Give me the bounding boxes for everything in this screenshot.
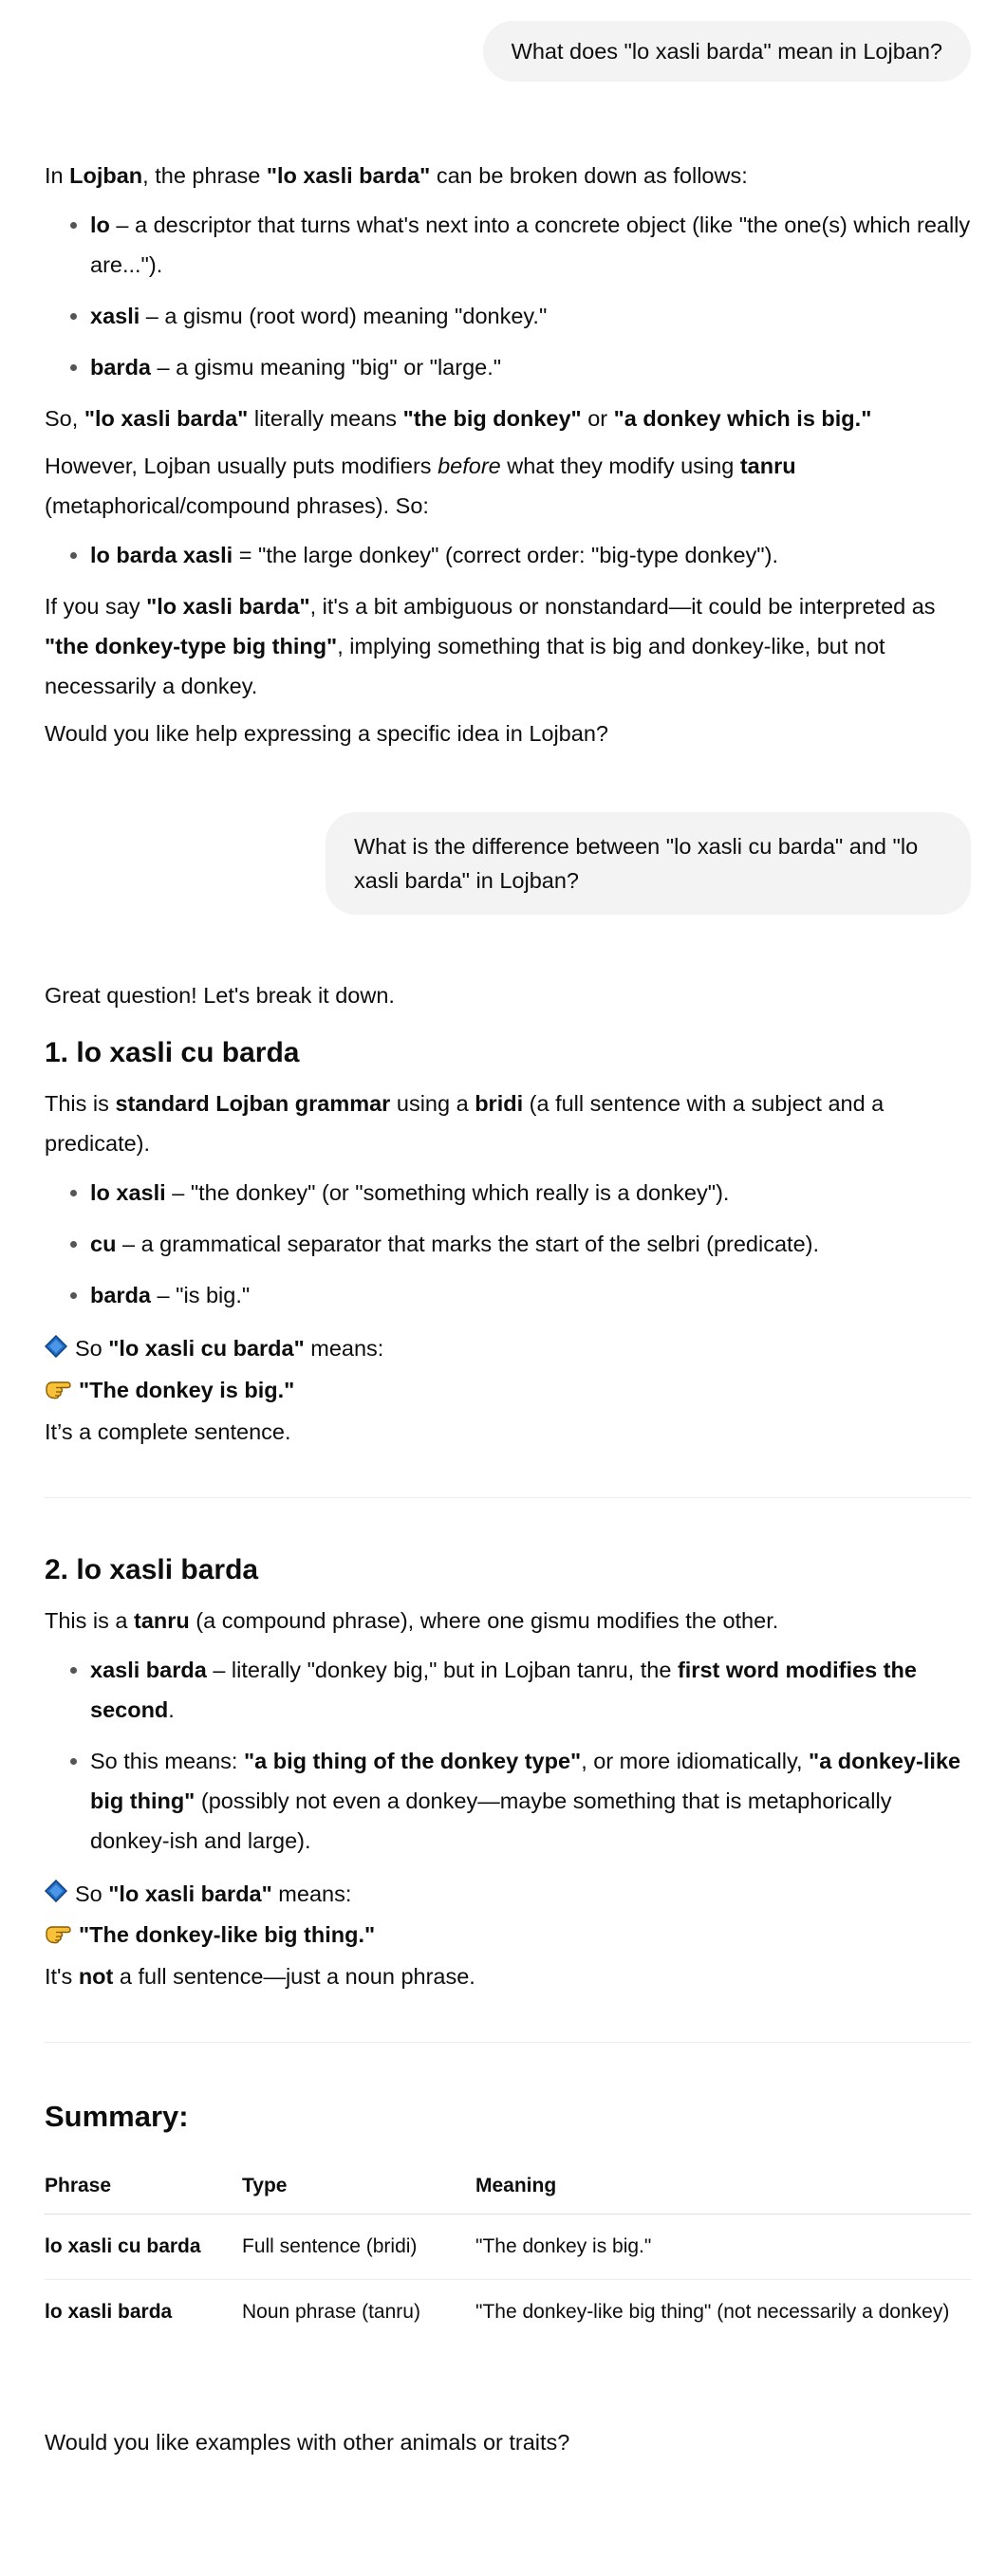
answer1-intro: In Lojban, the phrase "lo xasli barda" can be broken down as follows:	[45, 163, 748, 188]
list-item: • cu – a grammatical separator that marks the start of the selbri (predicate).	[90, 1224, 971, 1264]
section2-note: It's not a full sentence—just a noun phrase.	[45, 1964, 475, 1990]
blue-diamond-icon	[45, 1875, 67, 1915]
answer1-literal: So, "lo xasli barda" literally means "the big donkey" or "a donkey which is big."	[45, 406, 872, 431]
table-cell-type: Noun phrase (tanru)	[242, 2301, 420, 2324]
section2-meaning-line: "The donkey-like big thing."	[45, 1915, 971, 1956]
summary-table	[45, 2166, 971, 2344]
table-row	[45, 2280, 971, 2345]
table-cell-phrase: lo xasli barda	[45, 2301, 173, 2324]
assistant-message-2	[45, 975, 971, 2462]
chat-transcript	[45, 0, 971, 2462]
summary-heading: Summary:	[45, 2100, 189, 2134]
pointing-hand-icon	[45, 1372, 71, 1412]
table-cell-type: Full sentence (bridi)	[242, 2215, 475, 2280]
list-item: • xasli – a gismu (root word) meaning "donkey."	[90, 296, 971, 336]
answer2-closing: Would you like examples with other animals or traits?	[45, 2430, 570, 2456]
blue-diamond-icon	[45, 1330, 67, 1370]
list-item: • lo barda xasli = "the large donkey" (correct order: "big-type donkey").	[90, 535, 971, 575]
column-header-meaning: Meaning	[475, 2166, 971, 2215]
user-message-2: What is the difference between "lo xasli cu barda" and "lo xasli barda" in Lojban?	[326, 812, 971, 915]
section1-meaning-line: "The donkey is big."	[45, 1370, 971, 1412]
section1-list	[45, 1173, 971, 1315]
list-item: • So this means: "a big thing of the donkey type", or more idiomatically, "a donkey-like big thing" (possibly not even a donkey—maybe something that is metaphorically donkey-ish and large).	[90, 1741, 971, 1861]
section1-so-line: So "lo xasli cu barda" means:	[45, 1328, 971, 1370]
section-heading-2: 2. lo xasli barda	[45, 1553, 259, 1585]
table-header-row	[45, 2166, 971, 2215]
section2-description: This is a tanru (a compound phrase), where one gismu modifies the other.	[45, 1607, 779, 1633]
section2-so-line: So "lo xasli barda" means:	[45, 1874, 971, 1916]
list-item: • barda – "is big."	[90, 1275, 971, 1315]
column-header-type: Type	[242, 2166, 475, 2215]
user-message-1: What does "lo xasli barda" mean in Lojban?	[483, 21, 971, 82]
divider	[45, 1497, 971, 1498]
assistant-message-1	[45, 156, 971, 753]
section1-description: This is standard Lojban grammar using a bridi (a full sentence with a subject and a predicate).	[45, 1091, 885, 1156]
section2-list	[45, 1650, 971, 1861]
table-cell-phrase: lo xasli cu barda	[45, 2215, 242, 2280]
list-item: • xasli barda – literally "donkey big," but in Lojban tanru, the first word modifies the second.	[90, 1650, 971, 1730]
table-cell-meaning: "The donkey is big."	[475, 2215, 971, 2280]
column-header-phrase: Phrase	[45, 2166, 242, 2215]
divider	[45, 2042, 971, 2043]
table-cell-meaning: "The donkey-like big thing" (not necessarily a donkey)	[475, 2301, 950, 2324]
user-message-row	[45, 21, 971, 82]
user-message-row	[45, 812, 971, 915]
list-item: • lo xasli – "the donkey" (or "something which really is a donkey").	[90, 1173, 971, 1213]
section-heading-1: 1. lo xasli cu barda	[45, 1037, 300, 1068]
pointing-hand-icon	[45, 1917, 71, 1956]
section1-note: It’s a complete sentence.	[45, 1418, 291, 1444]
answer1-word-list	[45, 205, 971, 387]
answer1-however: However, Lojban usually puts modifiers before what they modify using tanru (metaphorical/compound phrases). So:	[45, 454, 796, 518]
answer1-correct-order	[45, 535, 971, 575]
list-item: • lo – a descriptor that turns what's next into a concrete object (like "the one(s) which really are...").	[90, 205, 971, 285]
table-row	[45, 2215, 971, 2280]
answer1-closing: Would you like help expressing a specific idea in Lojban?	[45, 721, 608, 746]
list-item: • barda – a gismu meaning "big" or "large."	[90, 347, 971, 387]
answer2-intro: Great question! Let's break it down.	[45, 983, 395, 1008]
answer1-ambiguity: If you say "lo xasli barda", it's a bit ambiguous or nonstandard—it could be interpreted as "the donkey-type big thing", implying something that is big and donkey-like, but not necessarily a donkey.	[45, 594, 936, 698]
